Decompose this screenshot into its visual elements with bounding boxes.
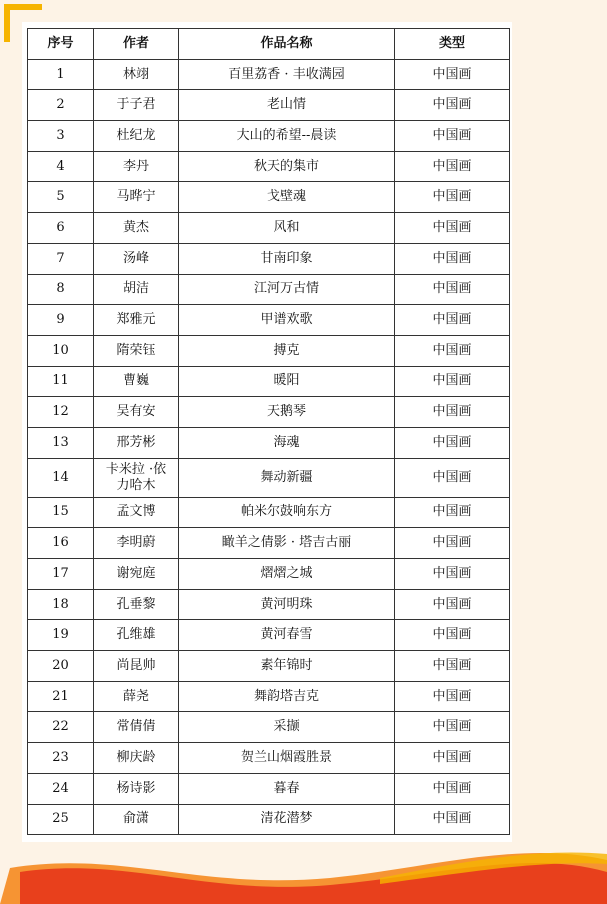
cell-title: 风和 — [179, 213, 395, 244]
table-row — [28, 620, 510, 651]
cell-type: 中国画 — [395, 651, 510, 682]
table-row — [28, 681, 510, 712]
cell-title: 黄河春雪 — [179, 620, 395, 651]
cell-index: 22 — [28, 712, 94, 743]
header-author: 作者 — [94, 29, 179, 60]
cell-author: 李明蔚 — [94, 528, 179, 559]
cell-index: 4 — [28, 151, 94, 182]
cell-type: 中国画 — [395, 773, 510, 804]
cell-type: 中国画 — [395, 681, 510, 712]
cell-author: 黄杰 — [94, 213, 179, 244]
cell-index: 25 — [28, 804, 94, 835]
cell-author: 李丹 — [94, 151, 179, 182]
cell-type: 中国画 — [395, 305, 510, 336]
cell-title: 贺兰山烟霞胜景 — [179, 743, 395, 774]
table-row — [28, 243, 510, 274]
table-row — [28, 651, 510, 682]
cell-title: 舞动新疆 — [179, 458, 395, 497]
cell-author: 曹巍 — [94, 366, 179, 397]
cell-author: 隋荣钰 — [94, 335, 179, 366]
cell-type: 中国画 — [395, 559, 510, 590]
cell-author: 郑雅元 — [94, 305, 179, 336]
cell-title: 戈壁魂 — [179, 182, 395, 213]
cell-type: 中国画 — [395, 589, 510, 620]
cell-index: 24 — [28, 773, 94, 804]
cell-type: 中国画 — [395, 804, 510, 835]
cell-index: 3 — [28, 121, 94, 152]
cell-type: 中国画 — [395, 620, 510, 651]
table-header-row — [28, 29, 510, 60]
cell-title: 秋天的集市 — [179, 151, 395, 182]
cell-title: 大山的希望--晨读 — [179, 121, 395, 152]
cell-index: 5 — [28, 182, 94, 213]
cell-title: 暮春 — [179, 773, 395, 804]
cell-index: 11 — [28, 366, 94, 397]
cell-author: 谢宛庭 — [94, 559, 179, 590]
table-row — [28, 213, 510, 244]
cell-index: 7 — [28, 243, 94, 274]
cell-title: 甘南印象 — [179, 243, 395, 274]
cell-type: 中国画 — [395, 182, 510, 213]
cell-title: 天鹅琴 — [179, 397, 395, 428]
cell-author: 尚昆帅 — [94, 651, 179, 682]
ribbon-decoration — [0, 820, 607, 904]
cell-index: 2 — [28, 90, 94, 121]
cell-index: 1 — [28, 59, 94, 90]
document-sheet — [22, 22, 512, 842]
cell-title: 搏克 — [179, 335, 395, 366]
cell-type: 中国画 — [395, 121, 510, 152]
cell-author: 胡洁 — [94, 274, 179, 305]
cell-type: 中国画 — [395, 151, 510, 182]
cell-index: 6 — [28, 213, 94, 244]
cell-index: 16 — [28, 528, 94, 559]
cell-title: 黄河明珠 — [179, 589, 395, 620]
table-row — [28, 712, 510, 743]
header-type: 类型 — [395, 29, 510, 60]
table-row — [28, 528, 510, 559]
table-row — [28, 182, 510, 213]
table-row — [28, 90, 510, 121]
table-row — [28, 458, 510, 497]
table-row — [28, 151, 510, 182]
cell-type: 中国画 — [395, 243, 510, 274]
cell-author: 孔维雄 — [94, 620, 179, 651]
cell-title: 江河万古情 — [179, 274, 395, 305]
header-title: 作品名称 — [179, 29, 395, 60]
cell-author: 汤峰 — [94, 243, 179, 274]
table-row — [28, 589, 510, 620]
cell-type: 中国画 — [395, 213, 510, 244]
table-row — [28, 559, 510, 590]
cell-author: 于子君 — [94, 90, 179, 121]
table-row — [28, 497, 510, 528]
cell-title: 采撷 — [179, 712, 395, 743]
cell-index: 19 — [28, 620, 94, 651]
cell-author: 俞潇 — [94, 804, 179, 835]
cell-title: 清花潜梦 — [179, 804, 395, 835]
table-row — [28, 274, 510, 305]
table-row — [28, 335, 510, 366]
cell-author: 孔垂黎 — [94, 589, 179, 620]
cell-index: 23 — [28, 743, 94, 774]
cell-index: 17 — [28, 559, 94, 590]
cell-title: 舞韵塔吉克 — [179, 681, 395, 712]
cell-type: 中国画 — [395, 59, 510, 90]
cell-author: 杜纪龙 — [94, 121, 179, 152]
cell-type: 中国画 — [395, 497, 510, 528]
cell-index: 13 — [28, 427, 94, 458]
cell-title: 甲谱欢歌 — [179, 305, 395, 336]
table-row — [28, 773, 510, 804]
cell-author: 孟文博 — [94, 497, 179, 528]
cell-type: 中国画 — [395, 274, 510, 305]
table-row — [28, 305, 510, 336]
cell-index: 18 — [28, 589, 94, 620]
cell-type: 中国画 — [395, 528, 510, 559]
table-row — [28, 397, 510, 428]
table-row — [28, 743, 510, 774]
table-row — [28, 121, 510, 152]
cell-author: 邢芳彬 — [94, 427, 179, 458]
cell-title: 百里荔香 · 丰收满园 — [179, 59, 395, 90]
cell-index: 21 — [28, 681, 94, 712]
cell-type: 中国画 — [395, 712, 510, 743]
cell-type: 中国画 — [395, 335, 510, 366]
cell-author: 吴有安 — [94, 397, 179, 428]
cell-index: 10 — [28, 335, 94, 366]
cell-title: 暖阳 — [179, 366, 395, 397]
cell-type: 中国画 — [395, 427, 510, 458]
cell-title: 瞰羊之倩影 · 塔吉古丽 — [179, 528, 395, 559]
cell-type: 中国画 — [395, 743, 510, 774]
cell-author: 薛尧 — [94, 681, 179, 712]
cell-index: 9 — [28, 305, 94, 336]
cell-type: 中国画 — [395, 366, 510, 397]
cell-index: 12 — [28, 397, 94, 428]
table-row — [28, 59, 510, 90]
cell-author: 常倩倩 — [94, 712, 179, 743]
cell-type: 中国画 — [395, 90, 510, 121]
header-index: 序号 — [28, 29, 94, 60]
cell-author: 柳庆龄 — [94, 743, 179, 774]
cell-title: 帕米尔鼓响东方 — [179, 497, 395, 528]
cell-index: 14 — [28, 458, 94, 497]
cell-author: 杨诗影 — [94, 773, 179, 804]
cell-title: 素年锦时 — [179, 651, 395, 682]
cell-title: 熠熠之城 — [179, 559, 395, 590]
table-row — [28, 366, 510, 397]
cell-type: 中国画 — [395, 397, 510, 428]
cell-author: 马晔宁 — [94, 182, 179, 213]
cell-type: 中国画 — [395, 458, 510, 497]
artworks-table — [27, 28, 510, 835]
cell-author: 林翊 — [94, 59, 179, 90]
cell-index: 20 — [28, 651, 94, 682]
cell-title: 海魂 — [179, 427, 395, 458]
cell-index: 15 — [28, 497, 94, 528]
cell-index: 8 — [28, 274, 94, 305]
cell-author: 卡米拉 ·依力哈木 — [94, 458, 179, 497]
table-row — [28, 427, 510, 458]
cell-title: 老山情 — [179, 90, 395, 121]
